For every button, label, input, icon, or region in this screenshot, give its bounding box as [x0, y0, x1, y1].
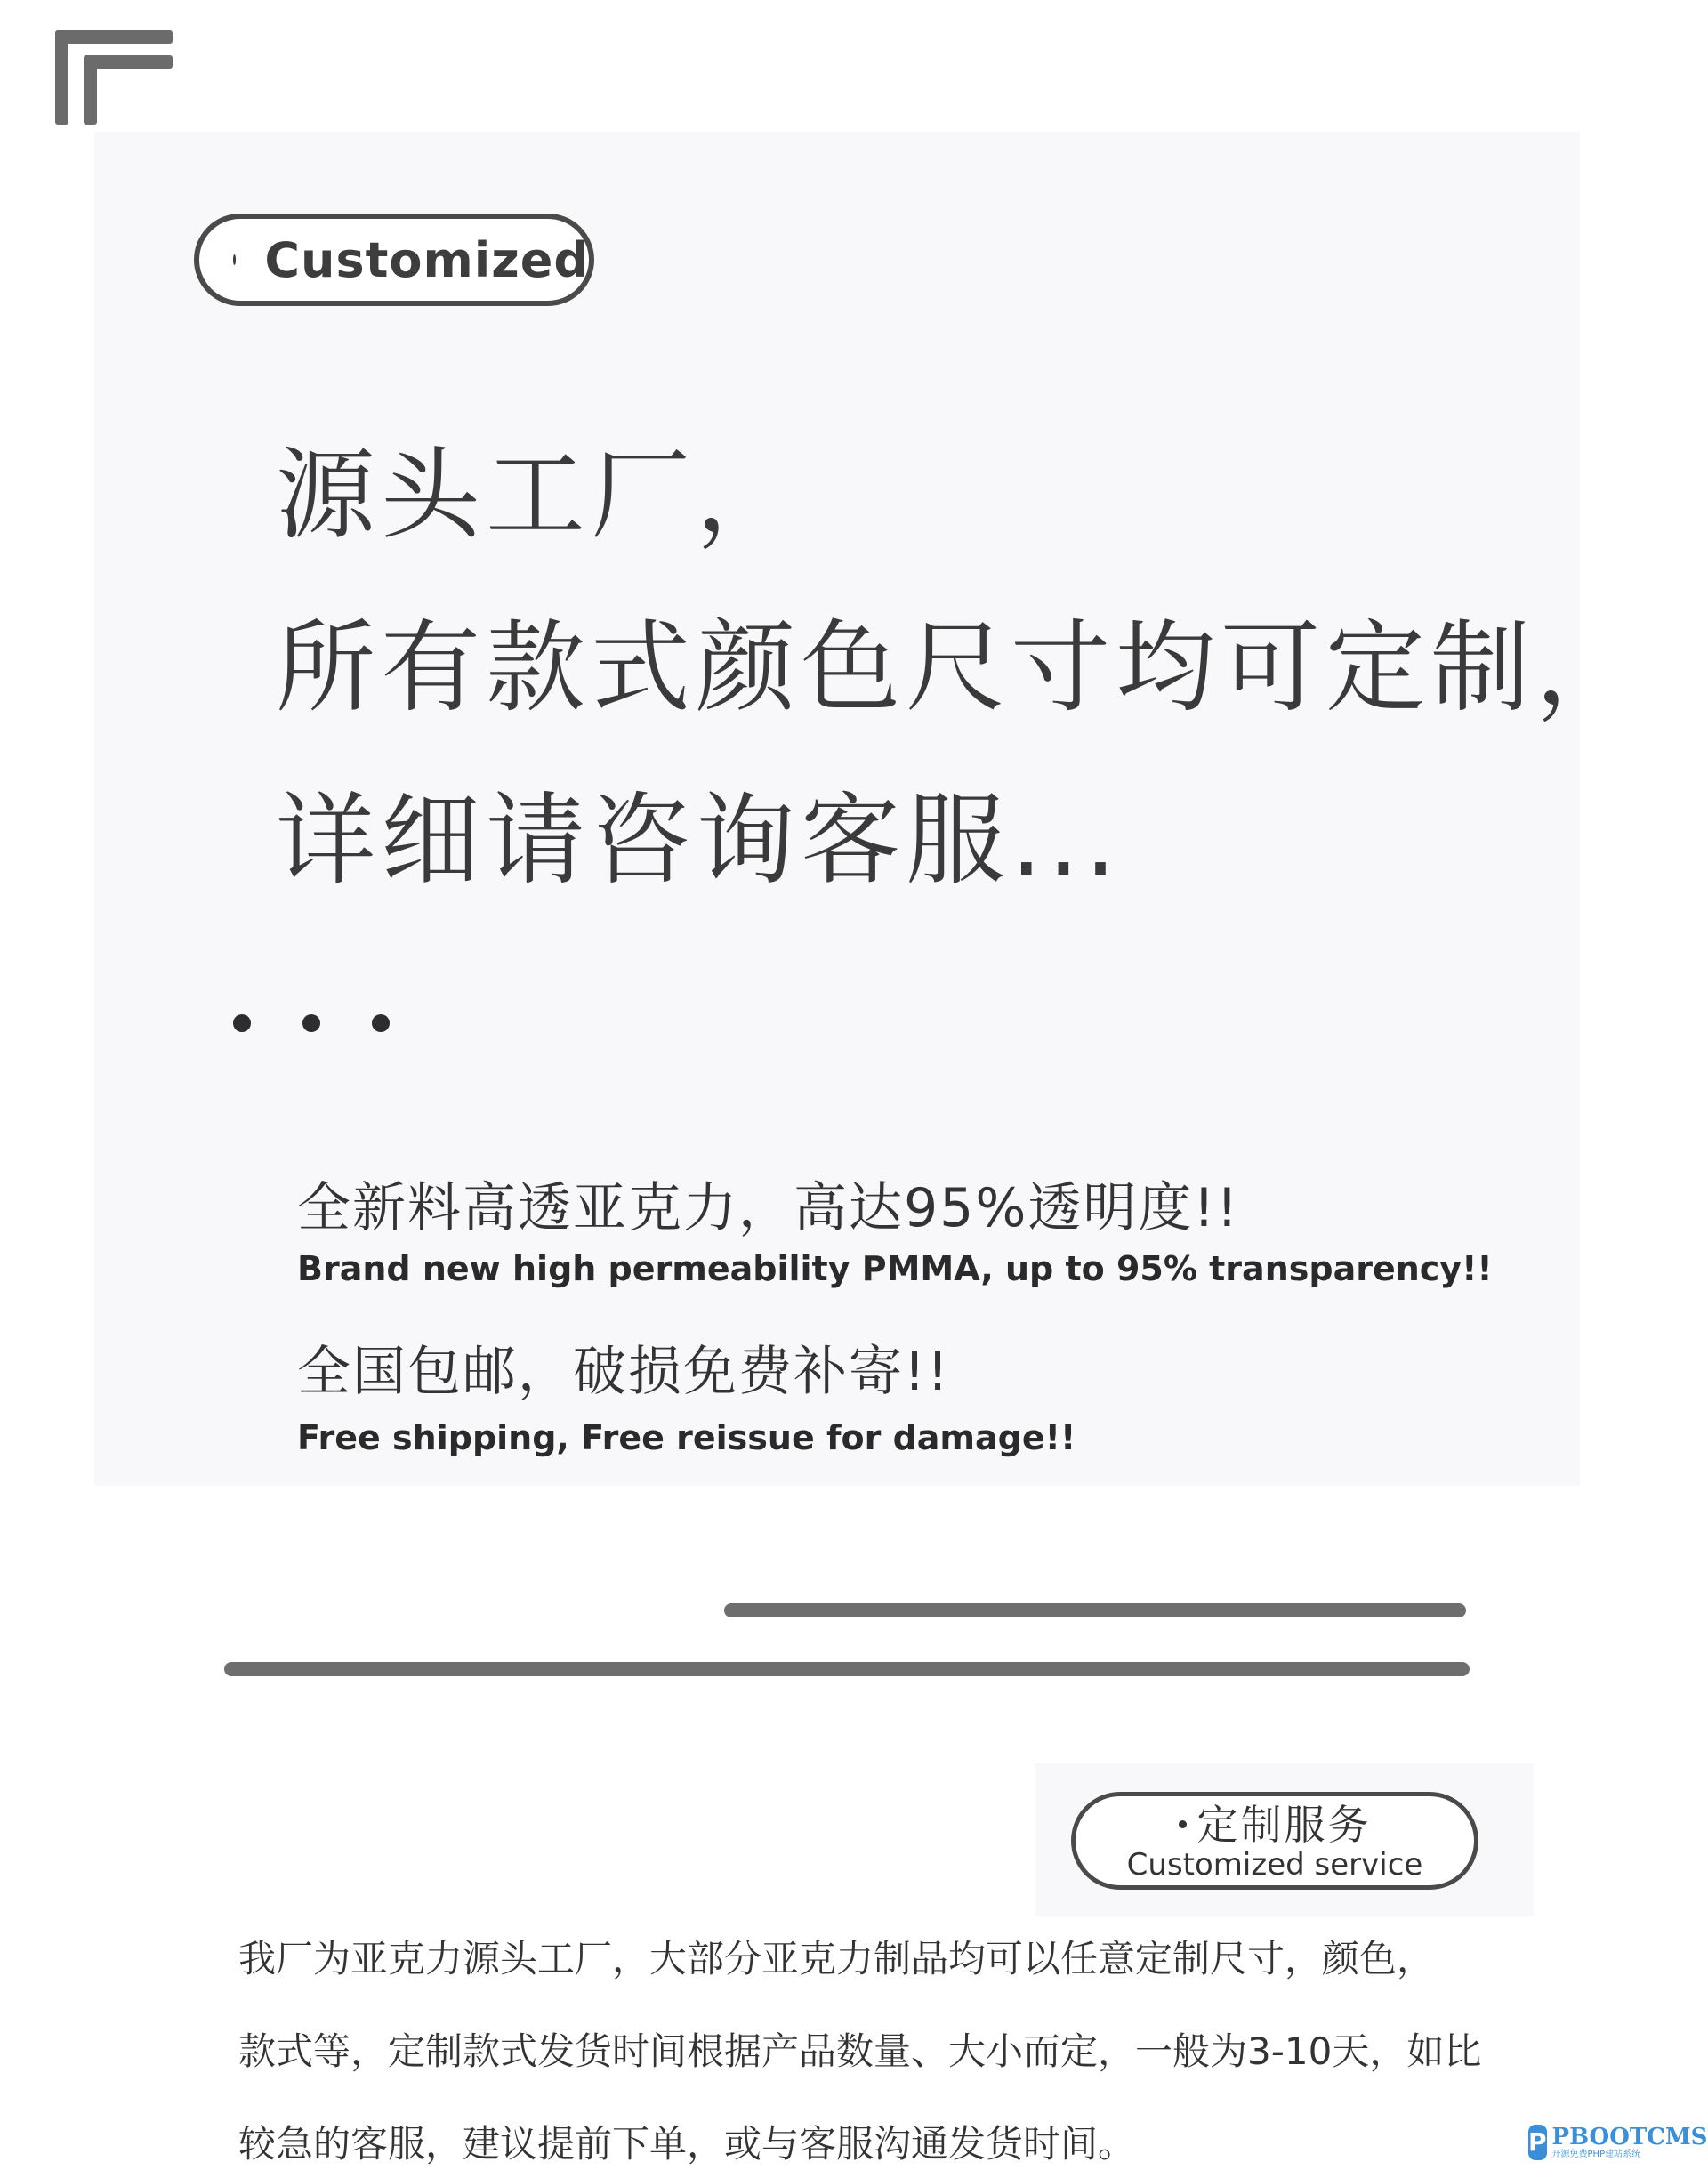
feature-1-cn: 全新料高透亚克力，高达95%透明度!! [297, 1177, 1240, 1239]
customized-tag [194, 214, 594, 306]
bullet-icon [1179, 1820, 1187, 1828]
ellipsis-dots-icon [233, 1014, 390, 1032]
divider-long [224, 1662, 1470, 1676]
description-line-3: 较急的客服，建议提前下单，或与客服沟通发货时间。 [238, 2122, 1136, 2166]
feature-1-en: Brand new high permeability PMMA, up to 95% transparency!! [297, 1249, 1493, 1288]
service-tag [1071, 1792, 1478, 1890]
headline-line-2: 所有款式颜色尺寸均可定制， [276, 610, 1640, 726]
customized-tag-label: Customized [264, 231, 589, 288]
description-line-2: 款式等，定制款式发货时间根据产品数量、大小而定，一般为3-10天，如比 [238, 2029, 1482, 2073]
description-line-1: 我厂为亚克力源头工厂，大部分亚克力制品均可以任意定制尺寸，颜色， [238, 1937, 1435, 1980]
pbootcms-logo-icon: P [1528, 2125, 1547, 2160]
description-paragraph [238, 1913, 1519, 2178]
watermark-logo [1528, 2124, 1708, 2167]
brand-tagline: 开源免费PHP建站系统 [1551, 2150, 1641, 2159]
service-title: 定制服务 [1196, 1801, 1372, 1849]
headline-line-1: 源头工厂， [276, 438, 801, 553]
divider-short [724, 1603, 1466, 1617]
bullet-icon [233, 254, 236, 265]
brand-name: PBOOTCMS [1551, 2124, 1708, 2150]
feature-2-en: Free shipping, Free reissue for damage!! [297, 1418, 1076, 1457]
feature-2-cn: 全国包邮，破损免费补寄!! [297, 1341, 951, 1403]
corner-bracket-icon [55, 30, 173, 125]
service-subtitle: Customized service [1126, 1847, 1423, 1883]
headline-line-3: 详细请咨询客服... [276, 783, 1122, 899]
headline [276, 409, 1640, 927]
